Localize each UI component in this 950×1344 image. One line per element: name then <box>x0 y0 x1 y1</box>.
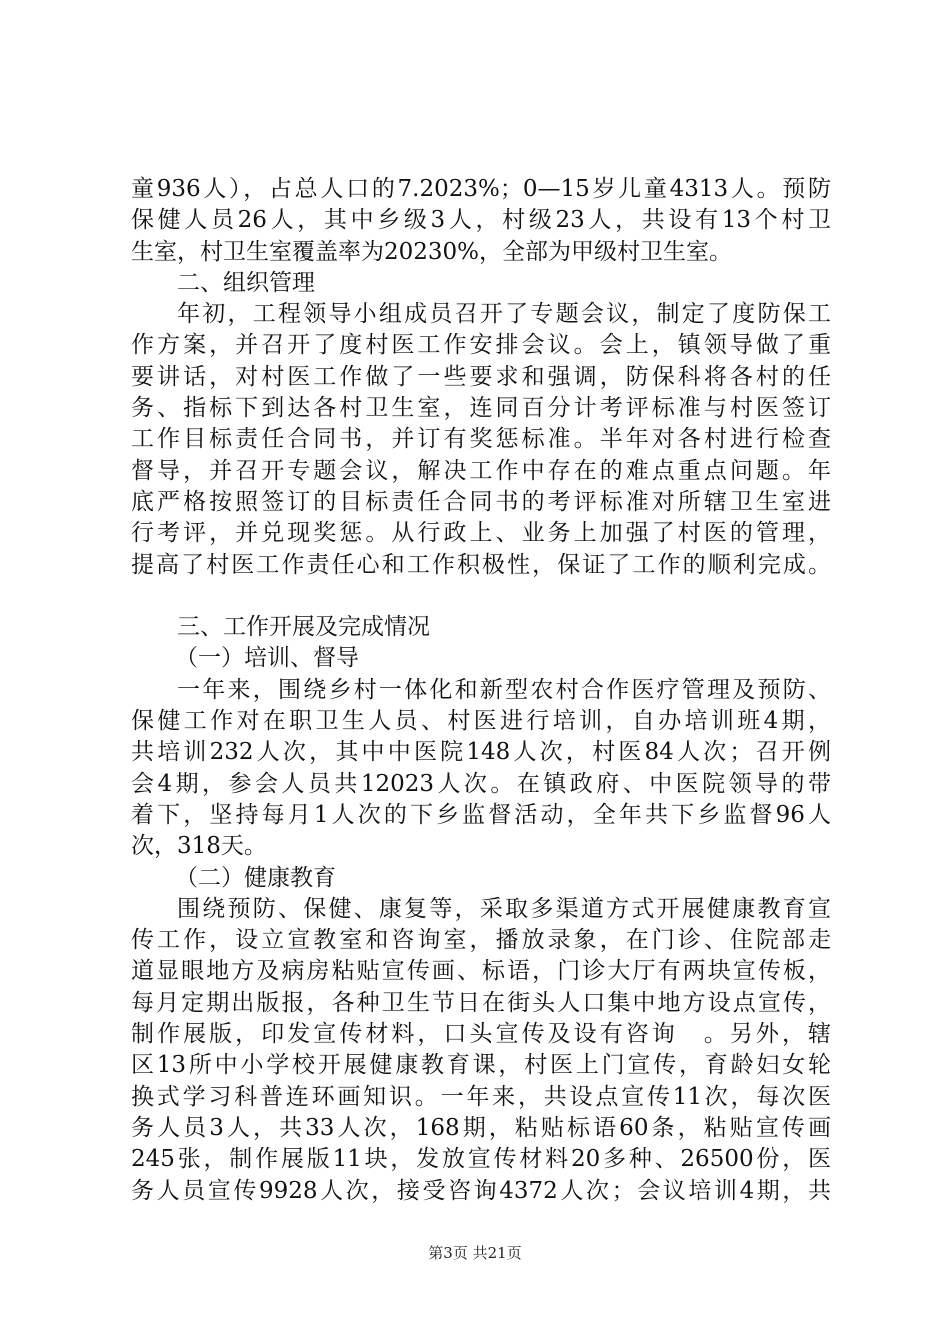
body-line: 童936人），占总人口的7.2023%；0—15岁儿童4313人。预防 <box>131 176 831 202</box>
page-footer: 第3页 共21页 <box>428 1244 522 1262</box>
body-line: 务人员宣传9928人次，接受咨询4372人次；会议培训4期，共 <box>131 1177 831 1204</box>
section-heading-organization: 二、组织管理 <box>177 269 315 296</box>
body-line: 着下，坚持每月1人次的下乡监督活动，全年共下乡监督96人 <box>131 801 831 828</box>
section-heading-work-progress: 三、工作开展及完成情况 <box>177 614 430 641</box>
body-line: 传工作，设立宣教室和咨询室，播放录象，在门诊、住院部走 <box>131 927 831 954</box>
subsection-heading-training: （一）培训、督导 <box>175 645 359 672</box>
body-line: 行考评，并兑现奖惩。从行政上、业务上加强了村医的管理， <box>131 520 831 547</box>
body-line: 工作目标责任合同书，并订有奖惩标准。半年对各村进行检查 <box>131 426 831 453</box>
body-line: 一年来，围绕乡村一体化和新型农村合作医疗管理及预防、 <box>177 676 831 703</box>
body-line: 年初，工程领导小组成员召开了专题会议，制定了度防保工 <box>177 301 831 328</box>
body-line: 每月定期出版报，各种卫生节日在街头人口集中地方设点宣传， <box>131 989 831 1016</box>
body-line: 作方案，并召开了度村医工作安排会议。会上，镇领导做了重 <box>131 332 831 359</box>
body-line: 保健人员26人，其中乡级3人，村级23人，共设有13个村卫 <box>131 207 831 234</box>
body-line: 生室，村卫生室覆盖率为20230%，全部为甲级村卫生室。 <box>131 238 733 265</box>
body-line: 围绕预防、保健、康复等，采取多渠道方式开展健康教育宣 <box>177 895 831 922</box>
subsection-heading-health-education: （二）健康教育 <box>175 864 336 891</box>
body-line: 次，318天。 <box>131 833 267 860</box>
body-line: 务、指标下到达各村卫生室，连同百分计考评标准与村医签订 <box>131 395 831 422</box>
body-line: 换式学习科普连环画知识。一年来，共设点宣传11次，每次医 <box>131 1083 831 1110</box>
body-line: 要讲话，对村医工作做了一些要求和强调，防保科将各村的任 <box>131 363 831 390</box>
body-line: 会4期，参会人员共12023人次。在镇政府、中医院领导的带 <box>131 770 831 797</box>
paragraph-gap <box>131 581 831 612</box>
body-line: 保健工作对在职卫生人员、村医进行培训，自办培训班4期， <box>131 708 831 735</box>
body-line: 245张，制作展版11块，发放宣传材料20多种、26500份，医 <box>131 1146 831 1173</box>
body-line: 提高了村医工作责任心和工作积极性，保证了工作的顺利完成。 <box>131 551 831 578</box>
body-line: 区13所中小学校开展健康教育课，村医上门宣传，育龄妇女轮 <box>131 1052 831 1079</box>
body-line: 制作展版，印发宣传材料，口头宣传及设有咨询 。另外，辖 <box>131 1021 831 1048</box>
body-line: 务人员3人，共33人次，168期，粘贴标语60条，粘贴宣传画 <box>131 1114 831 1141</box>
body-line: 底严格按照签订的目标责任合同书的考评标准对所辖卫生室进 <box>131 488 831 515</box>
document-body <box>131 174 831 1207</box>
body-line: 道显眼地方及病房粘贴宣传画、标语，门诊大厅有两块宣传板， <box>131 958 831 985</box>
body-line: 督导，并召开专题会议，解决工作中存在的难点重点问题。年 <box>131 457 831 484</box>
body-line: 共培训232人次，其中中医院148人次，村医84人次；召开例 <box>131 739 831 766</box>
